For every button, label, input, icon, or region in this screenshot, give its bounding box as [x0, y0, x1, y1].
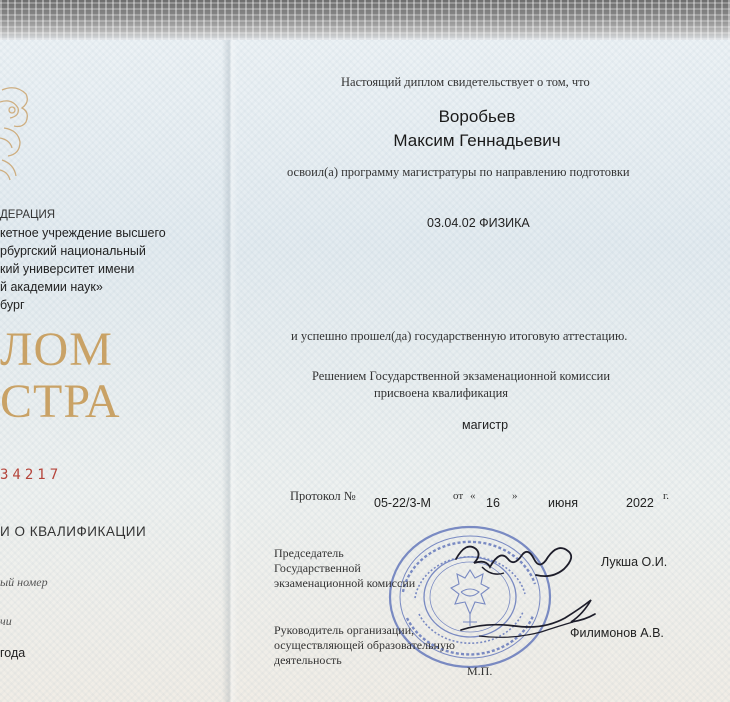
- stamp-place-label: М.П.: [467, 664, 493, 678]
- date-label: чи: [0, 614, 12, 628]
- qualification-heading: И О КВАЛИФИКАЦИИ: [0, 524, 147, 539]
- program-code: 03.04.02 ФИЗИКА: [427, 216, 530, 230]
- chairman-signature: [452, 533, 584, 587]
- protocol-day: 16: [486, 496, 500, 510]
- head-line: Руководитель организации,: [274, 623, 415, 637]
- chairman-name: Лукша О.И.: [601, 555, 668, 569]
- diploma-title-line2: СТРА: [0, 375, 121, 428]
- chairman-line: Председатель: [274, 546, 344, 560]
- qualification-value: магистр: [462, 418, 509, 432]
- intro-text: Настоящий диплом свидетельствует о том, что: [341, 75, 590, 89]
- serial-number: 34217: [0, 467, 63, 483]
- decision-text-line2: присвоена квалификация: [374, 386, 509, 400]
- chairman-title: [274, 546, 415, 591]
- protocol-year: 2022: [626, 496, 654, 510]
- chairman-line: Государственной: [274, 561, 361, 575]
- org-line: кетное учреждение высшего: [0, 226, 166, 240]
- decision-text-line1: Решением Государственной экзаменационной комиссии: [312, 369, 611, 383]
- chairman-line: экзаменационной комиссии: [274, 576, 416, 590]
- org-line: бург: [0, 298, 25, 312]
- head-name: Филимонов А.В.: [570, 626, 664, 640]
- attestation-text: и успешно прошел(да) государственную итоговую аттестацию.: [291, 329, 628, 343]
- guilloche-border: [0, 0, 730, 40]
- registration-number-label: ый номер: [0, 575, 48, 589]
- org-line: рбургский национальный: [0, 244, 146, 258]
- protocol-number: 05-22/3-М: [374, 496, 431, 510]
- graduate-surname: Воробьев: [438, 107, 516, 126]
- protocol-label: Протокол №: [290, 489, 356, 503]
- head-line: деятельность: [274, 653, 342, 667]
- head-line: осуществляющей образовательную: [274, 638, 455, 652]
- quote-close: »: [512, 490, 518, 502]
- org-line: ДЕРАЦИЯ: [0, 209, 56, 221]
- protocol-month: июня: [548, 496, 579, 510]
- org-line: й академии наук»: [0, 280, 103, 294]
- year-label: года: [0, 646, 26, 660]
- org-line: кий университет имени: [0, 262, 135, 276]
- head-title: [274, 623, 455, 668]
- issuing-organization: [0, 206, 166, 314]
- graduate-name: Максим Геннадьевич: [393, 131, 561, 150]
- year-suffix: г.: [663, 490, 670, 502]
- program-text: освоил(а) программу магистратуры по направлению подготовки: [287, 165, 630, 179]
- diploma-title-line1: ЛОМ: [0, 323, 113, 376]
- from-label: от: [453, 490, 464, 502]
- quote-open: «: [470, 490, 476, 502]
